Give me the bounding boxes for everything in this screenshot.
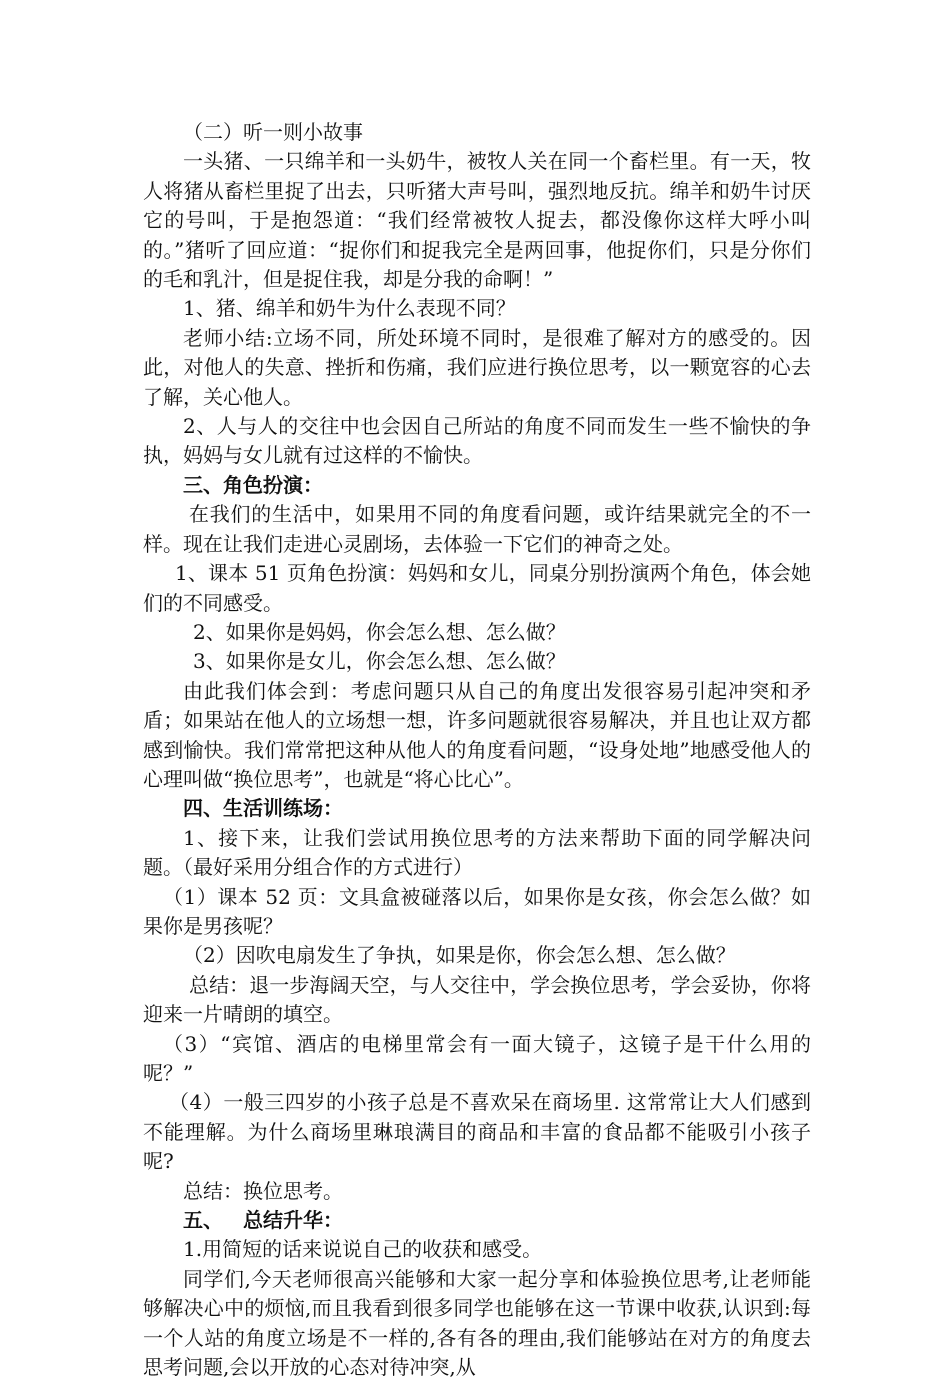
section-title-summary: 总结升华： [243,1208,343,1233]
role-play-item-1: 1、课本 51 页角色扮演：妈妈和女儿，同桌分别扮演两个角色，体会她们的不同感受。 [143,561,811,615]
section-heading-summary [143,1206,811,1235]
role-play-item-2: 2、如果你是妈妈，你会怎么想、怎么做？ [193,619,566,644]
question-2: 2、人与人的交往中也会因自己所站的角度不同而发生一些不愉快的争执，妈妈与女儿就有过这样的不愉快。 [143,414,811,468]
training-case-2: （2）因吹电扇发生了争执，如果是你，你会怎么想、怎么做？ [183,943,736,968]
section-heading-role-play: 三、角色扮演： [183,472,323,497]
story-paragraph: 一头猪、一只绵羊和一头奶牛，被牧人关在同一个畜栏里。有一天，牧人将猪从畜栏里捉了出去，只听猪大声号叫，强烈地反抗。绵羊和奶牛讨厌它的号叫，于是抱怨道：“我们经常被牧人捉去，都没像你这样大呼小叫 的。”猪听了回应道：“捉你们和捉我完全是两回事，他捉你们，只是分你们的毛和乳汁，但是捉住我，却是分我的命啊！” [143,149,811,292]
training-summary-2: 总结：换位思考。 [183,1178,343,1203]
role-play-item-3: 3、如果你是女儿，你会怎么想、怎么做？ [193,649,566,674]
closing-paragraph: 同学们,今天老师很高兴能够和大家一起分享和体验换位思考,让老师能够解决心中的烦恼,而且我看到很多同学也能够在这一节课中收获,认识到:每一个人站的角度立场是不一样的,各有各的理由,我们能够站在对方的角度去思考问题,会以开放的心态对待冲突,从 [143,1266,811,1380]
section-number-five: 五、 [183,1208,223,1233]
section-heading-life-training: 四、生活训练场： [183,796,343,821]
training-case-1: （1）课本 52 页：文具盒被碰落以后，如果你是女孩，你会怎么做？如果你是男孩呢？ [143,884,811,938]
summary-item-1: 1.用简短的话来说说自己的收获和感受。 [183,1237,543,1262]
training-case-3: （3）“宾馆、酒店的电梯里常会有一面大镜子，这镜子是干什么用的呢？” [143,1031,811,1085]
story-section-title: （二）听一则小故事 [183,120,363,144]
training-item-1: 1、接下来，让我们尝试用换位思考的方法来帮助下面的同学解决问题。（最好采用分组合作的方式进行） [143,825,811,880]
question-1: 1、猪、绵羊和奶牛为什么表现不同？ [183,296,516,321]
document-page [143,118,811,1382]
training-summary: 总结：退一步海阔天空，与人交往中，学会换位思考，学会妥协，你将迎来一片晴朗的填空。 [143,972,811,1027]
role-play-conclusion: 由此我们体会到：考虑问题只从自己的角度出发很容易引起冲突和矛盾；如果站在他人的立场想一想，许多问题就很容易解决，并且也让双方都感到愉快。我们常常把这种从他人的角度看问题，“设身处地”地感受他人的心理叫做“换位思考”，也就是“将心比心”。 [143,678,811,791]
training-case-4: （4）一般三四岁的小孩子总是不喜欢呆在商场里. 这常常让大人们感到不能理解。为什么商场里琳琅满目的商品和丰富的食品都不能吸引小孩子呢? [143,1090,811,1174]
teacher-summary: 老师小结:立场不同，所处环境不同时，是很难了解对方的感受的。因此，对他人的失意、挫折和伤痛，我们应进行换位思考，以一颗宽容的心去了解，关心他人。 [143,325,811,409]
role-play-intro: 在我们的生活中，如果用不同的角度看问题，或许结果就完全的不一样。现在让我们走进心灵剧场，去体验一下它们的神奇之处。 [143,502,811,556]
